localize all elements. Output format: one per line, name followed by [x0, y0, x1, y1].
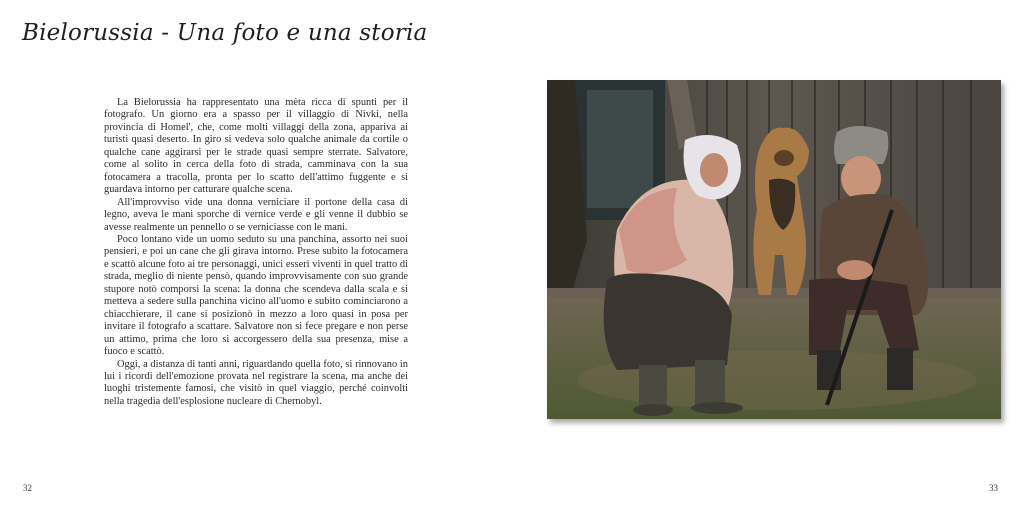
paragraph-4: Oggi, a distanza di tanti anni, riguardando quella foto, si rinnovano in lui i ricordi dell'emozione provata nel registrare la scena, ma anche dei luoghi tristemente famosi, che visitò in quel viaggio, perché coinvolti nella tragedia dell'esplosione nucleare di Chernobyl.: [104, 358, 408, 407]
photo-image: [547, 80, 1001, 419]
page-number-right: 33: [989, 483, 998, 493]
article-body: [104, 97, 408, 408]
paragraph-2: All'improvviso vide una donna verniciare il portone della casa di legno, aveva le mani sporche di vernice verde e gli venne il dubbio se avesse realmente un pennello o se verniciasse con le mani.: [104, 196, 408, 233]
paragraph-1: La Bielorussia ha rappresentato una mèta ricca di spunti per il fotografo. Un giorno era a spasso per il villaggio di Nivki, nella provincia di Homel', che, come molti villaggi della zona, appariva ai turisti quasi deserto. In giro si vedeva solo qualche animale da cortile o qualche cane aggirarsi per le strade quasi sempre sterrate. Salvatore, come al solito in cerca della foto di strada, camminava con la sua fotocamera a tracolla, pronta per lo scatto dell'attimo fuggente e si guardava intorno per catturare qualche scena.: [104, 97, 408, 196]
page-number-left: 32: [23, 483, 32, 493]
page-title: Bielorussia - Una foto e una storia: [22, 20, 428, 46]
photo: [547, 80, 1001, 419]
paragraph-3: Poco lontano vide un uomo seduto su una panchina, assorto nei suoi pensieri, e poi un cane che gli girava intorno. Prese subito la fotocamera e scattò alcune foto ai tre personaggi, unici esseri viventi in quel tratto di strada, meglio di niente pensò, quando improvvisamente con suo grande stupore notò comporsi la scena: la donna che scendeva dalla scala e si metteva a sedere sulla panchina vicino all'uomo e subito cominciarono a chiacchierare, il cane si posizionò in mezzo a loro quasi in posa per invitare il fotografo a scattare. Salvatore non si fece pregare e non perse un attimo, prima che loro si accorgessero della sua presenza, mise a fuoco e scattò.: [104, 233, 408, 358]
